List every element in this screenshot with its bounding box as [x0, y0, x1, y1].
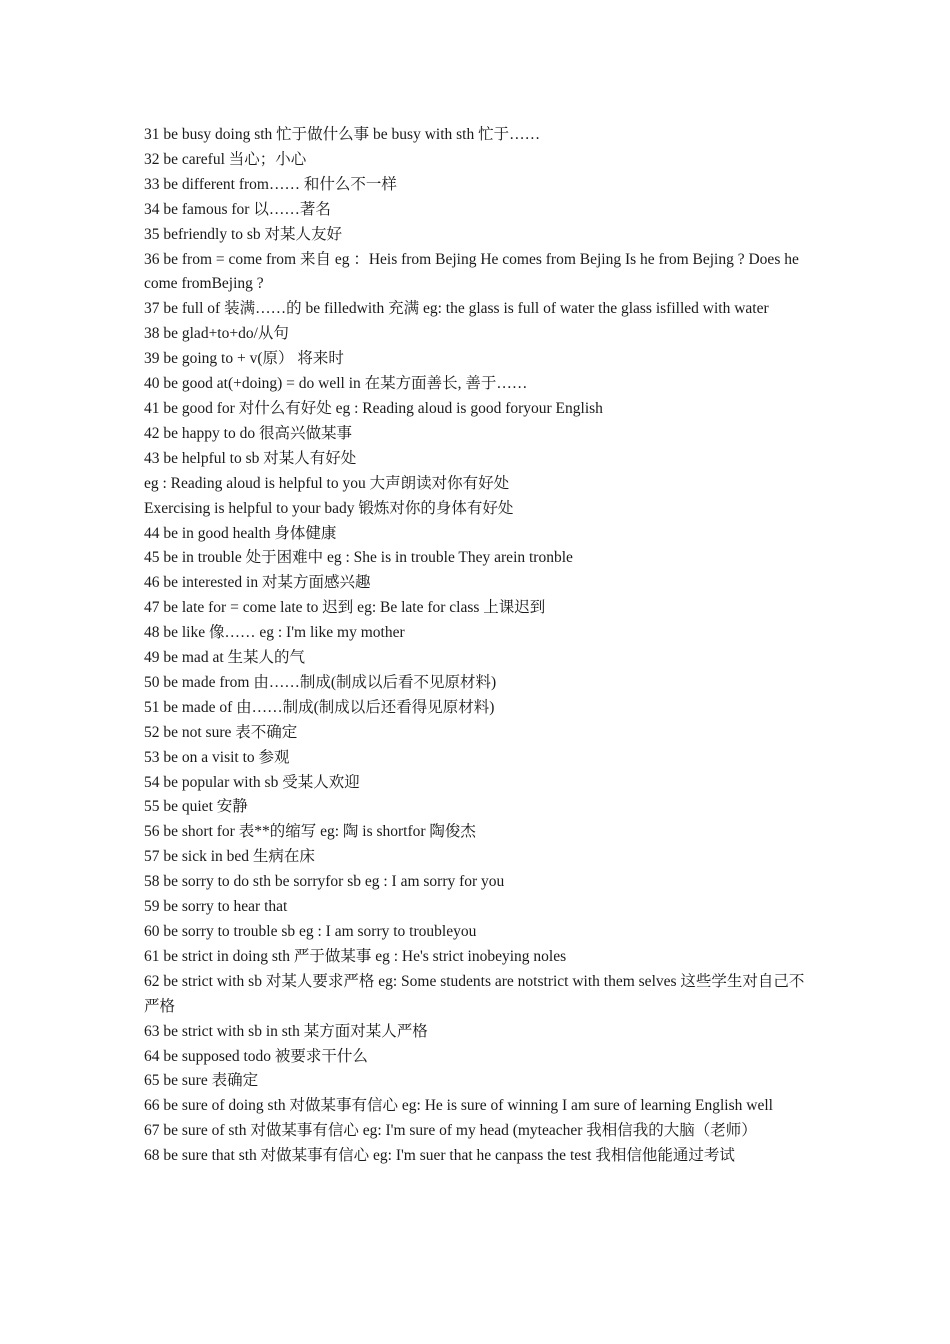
document-body — [144, 123, 808, 1169]
list-item: 49 be mad at 生某人的气 — [144, 649, 306, 667]
list-item: 42 be happy to do 很高兴做某事 — [144, 424, 352, 442]
list-item: 53 be on a visit to 参观 — [144, 748, 290, 766]
list-item: 41 be good for 对什么有好处 eg : Reading aloud is good foryour English — [144, 399, 603, 417]
list-item: 50 be made from 由……制成(制成以后看不见原材料) — [144, 673, 497, 691]
list-item: 32 be careful 当心；小心 — [144, 150, 307, 168]
list-item: eg : Reading aloud is helpful to you 大声朗读对你有好处 — [144, 474, 510, 492]
list-item: 34 be famous for 以……著名 — [144, 200, 331, 218]
list-item: 68 be sure that sth 对做某事有信心 eg: I'm suer that he canpass the test 我相信他能通过考试 — [144, 1147, 735, 1165]
list-item: 33 be different from…… 和什么不一样 — [144, 175, 397, 193]
list-item: 61 be strict in doing sth 严于做某事 eg : He's strict inobeying noles — [144, 947, 567, 965]
list-item: 57 be sick in bed 生病在床 — [144, 848, 315, 866]
list-item: Exercising is helpful to your bady 锻炼对你的身体有好处 — [144, 499, 514, 517]
list-item: 40 be good at(+doing) = do well in 在某方面善长, 善于…… — [144, 375, 528, 393]
list-item: 47 be late for = come late to 迟到 eg: Be late for class 上课迟到 — [144, 599, 546, 617]
list-item: 63 be strict with sb in sth 某方面对某人严格 — [144, 1022, 428, 1040]
list-item: 35 befriendly to sb 对某人友好 — [144, 225, 343, 243]
list-item: 62 be strict with sb 对某人要求严格 eg: Some students are notstrict with them selves 这些学生对自己不严格 — [144, 972, 805, 1015]
list-item: 66 be sure of doing sth 对做某事有信心 eg: He is sure of winning I am sure of learning English well — [144, 1097, 773, 1115]
list-item: 39 be going to + v(原） 将来时 — [144, 350, 344, 368]
list-item: 60 be sorry to trouble sb eg : I am sorry to troubleyou — [144, 923, 477, 940]
list-item: 67 be sure of sth 对做某事有信心 eg: I'm sure of my head (myteacher 我相信我的大脑（老师） — [144, 1122, 757, 1140]
list-item: 36 be from = come from 来自 eg ：Heis from Bejing He comes from Bejing Is he from Bejing ? Does he come fromBejing ? — [144, 250, 799, 293]
list-item: 37 be full of 装满……的 be filledwith 充满 eg: the glass is full of water the glass isfilled with water — [144, 300, 769, 318]
list-item: 31 be busy doing sth 忙于做什么事 be busy with sth 忙于…… — [144, 126, 541, 143]
list-item: 58 be sorry to do sth be sorryfor sb eg : I am sorry for you — [144, 873, 505, 891]
list-item: 55 be quiet 安静 — [144, 798, 248, 816]
list-item: 64 be supposed todo 被要求干什么 — [144, 1047, 368, 1065]
list-item: 54 be popular with sb 受某人欢迎 — [144, 773, 360, 791]
list-item: 52 be not sure 表不确定 — [144, 723, 298, 741]
list-item: 45 be in trouble 处于困难中 eg : She is in trouble They arein tronble — [144, 549, 573, 567]
list-item: 48 be like 像…… eg : I'm like my mother — [144, 624, 405, 642]
list-item: 46 be interested in 对某方面感兴趣 — [144, 574, 371, 592]
list-item: 44 be in good health 身体健康 — [144, 524, 337, 542]
list-item: 59 be sorry to hear that — [144, 898, 288, 916]
list-item: 56 be short for 表**的缩写 eg: 陶 is shortfor 陶俊杰 — [144, 823, 476, 841]
list-item: 51 be made of 由……制成(制成以后还看得见原材料) — [144, 698, 495, 716]
list-item: 38 be glad+to+do/从句 — [144, 325, 289, 343]
list-item: 43 be helpful to sb 对某人有好处 — [144, 449, 357, 467]
list-item: 65 be sure 表确定 — [144, 1072, 259, 1090]
